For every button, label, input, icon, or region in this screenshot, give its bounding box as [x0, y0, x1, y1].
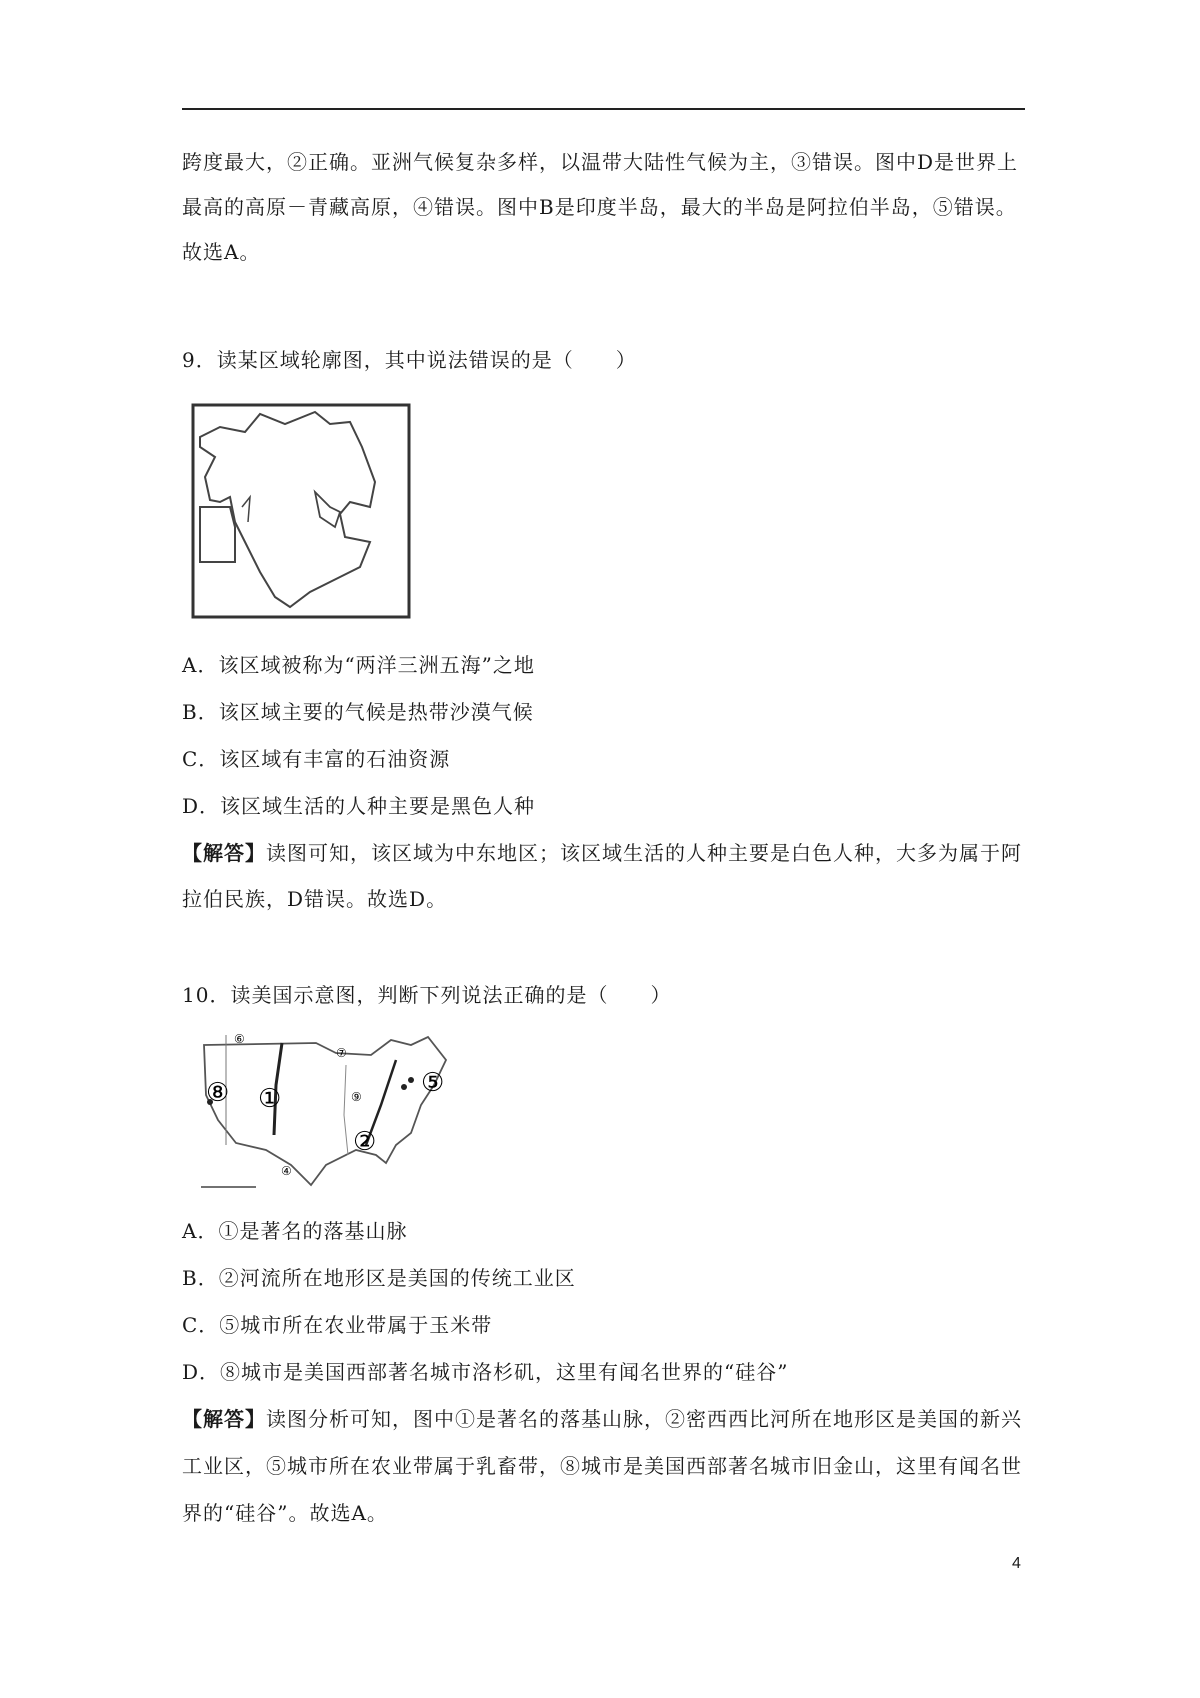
map-label-9: ⑨ — [351, 1090, 362, 1104]
page-number: 4 — [1012, 1555, 1021, 1572]
q10-stem: 10．读美国示意图，判断下列说法正确的是（ ） — [182, 983, 672, 1007]
q9-answer-tag: 【解答】 — [182, 841, 266, 865]
q10-option-a: A．①是著名的落基山脉 — [182, 1219, 408, 1243]
q10-answer-line-2: 工业区，⑤城市所在农业带属于乳畜带，⑧城市是美国西部著名城市旧金山，这里有闻名世 — [182, 1454, 1022, 1478]
middle-east-outline-map — [190, 402, 412, 620]
q10-option-c: C．⑤城市所在农业带属于玉米带 — [182, 1313, 493, 1337]
q9-stem: 9．读某区域轮廓图，其中说法错误的是（ ） — [182, 348, 637, 372]
q10-option-b: B．②河流所在地形区是美国的传统工业区 — [182, 1266, 576, 1290]
q10-answer-line-1 — [182, 1404, 1022, 1434]
map-label-8: ⑧ — [206, 1078, 230, 1108]
q9-option-b: B．该区域主要的气候是热带沙漠气候 — [182, 700, 534, 724]
q10-answer-line-3: 界的“硅谷”。故选A。 — [182, 1501, 388, 1525]
q9-answer-line-1 — [182, 838, 1022, 868]
q9-option-c: C．该区域有丰富的石油资源 — [182, 747, 451, 771]
map-label-1: ① — [258, 1084, 282, 1114]
prev-answer-line-1: 跨度最大，②正确。亚洲气候复杂多样，以温带大陆性气候为主，③错误。图中D是世界上 — [182, 150, 1019, 174]
map-label-4: ④ — [281, 1164, 292, 1178]
q10-answer-tag: 【解答】 — [182, 1407, 266, 1431]
usa-outline-map — [196, 1025, 458, 1197]
q9-answer-line-2: 拉伯民族，D错误。故选D。 — [182, 887, 448, 911]
q9-option-d: D．该区域生活的人种主要是黑色人种 — [182, 794, 536, 818]
prev-answer-line-2: 最高的高原－青藏高原，④错误。图中B是印度半岛，最大的半岛是阿拉伯半岛，⑤错误。 — [182, 195, 1017, 219]
header-rule — [182, 108, 1025, 110]
q10-answer-text-1: 读图分析可知，图中①是著名的落基山脉，②密西西比河所在地形区是美国的新兴 — [266, 1407, 1022, 1431]
map-label-7: ⑦ — [336, 1046, 347, 1060]
q10-option-d: D．⑧城市是美国西部著名城市洛杉矶，这里有闻名世界的“硅谷” — [182, 1360, 789, 1384]
q9-option-a: A．该区域被称为“两洋三洲五海”之地 — [182, 653, 535, 677]
prev-answer-line-3: 故选A。 — [182, 240, 261, 264]
map-label-6: ⑥ — [234, 1032, 245, 1046]
q9-answer-text-1: 读图可知，该区域为中东地区；该区域生活的人种主要是白色人种，大多为属于阿 — [266, 841, 1022, 865]
map-label-5: ⑤ — [421, 1068, 445, 1098]
map-label-2: ② — [353, 1127, 377, 1157]
